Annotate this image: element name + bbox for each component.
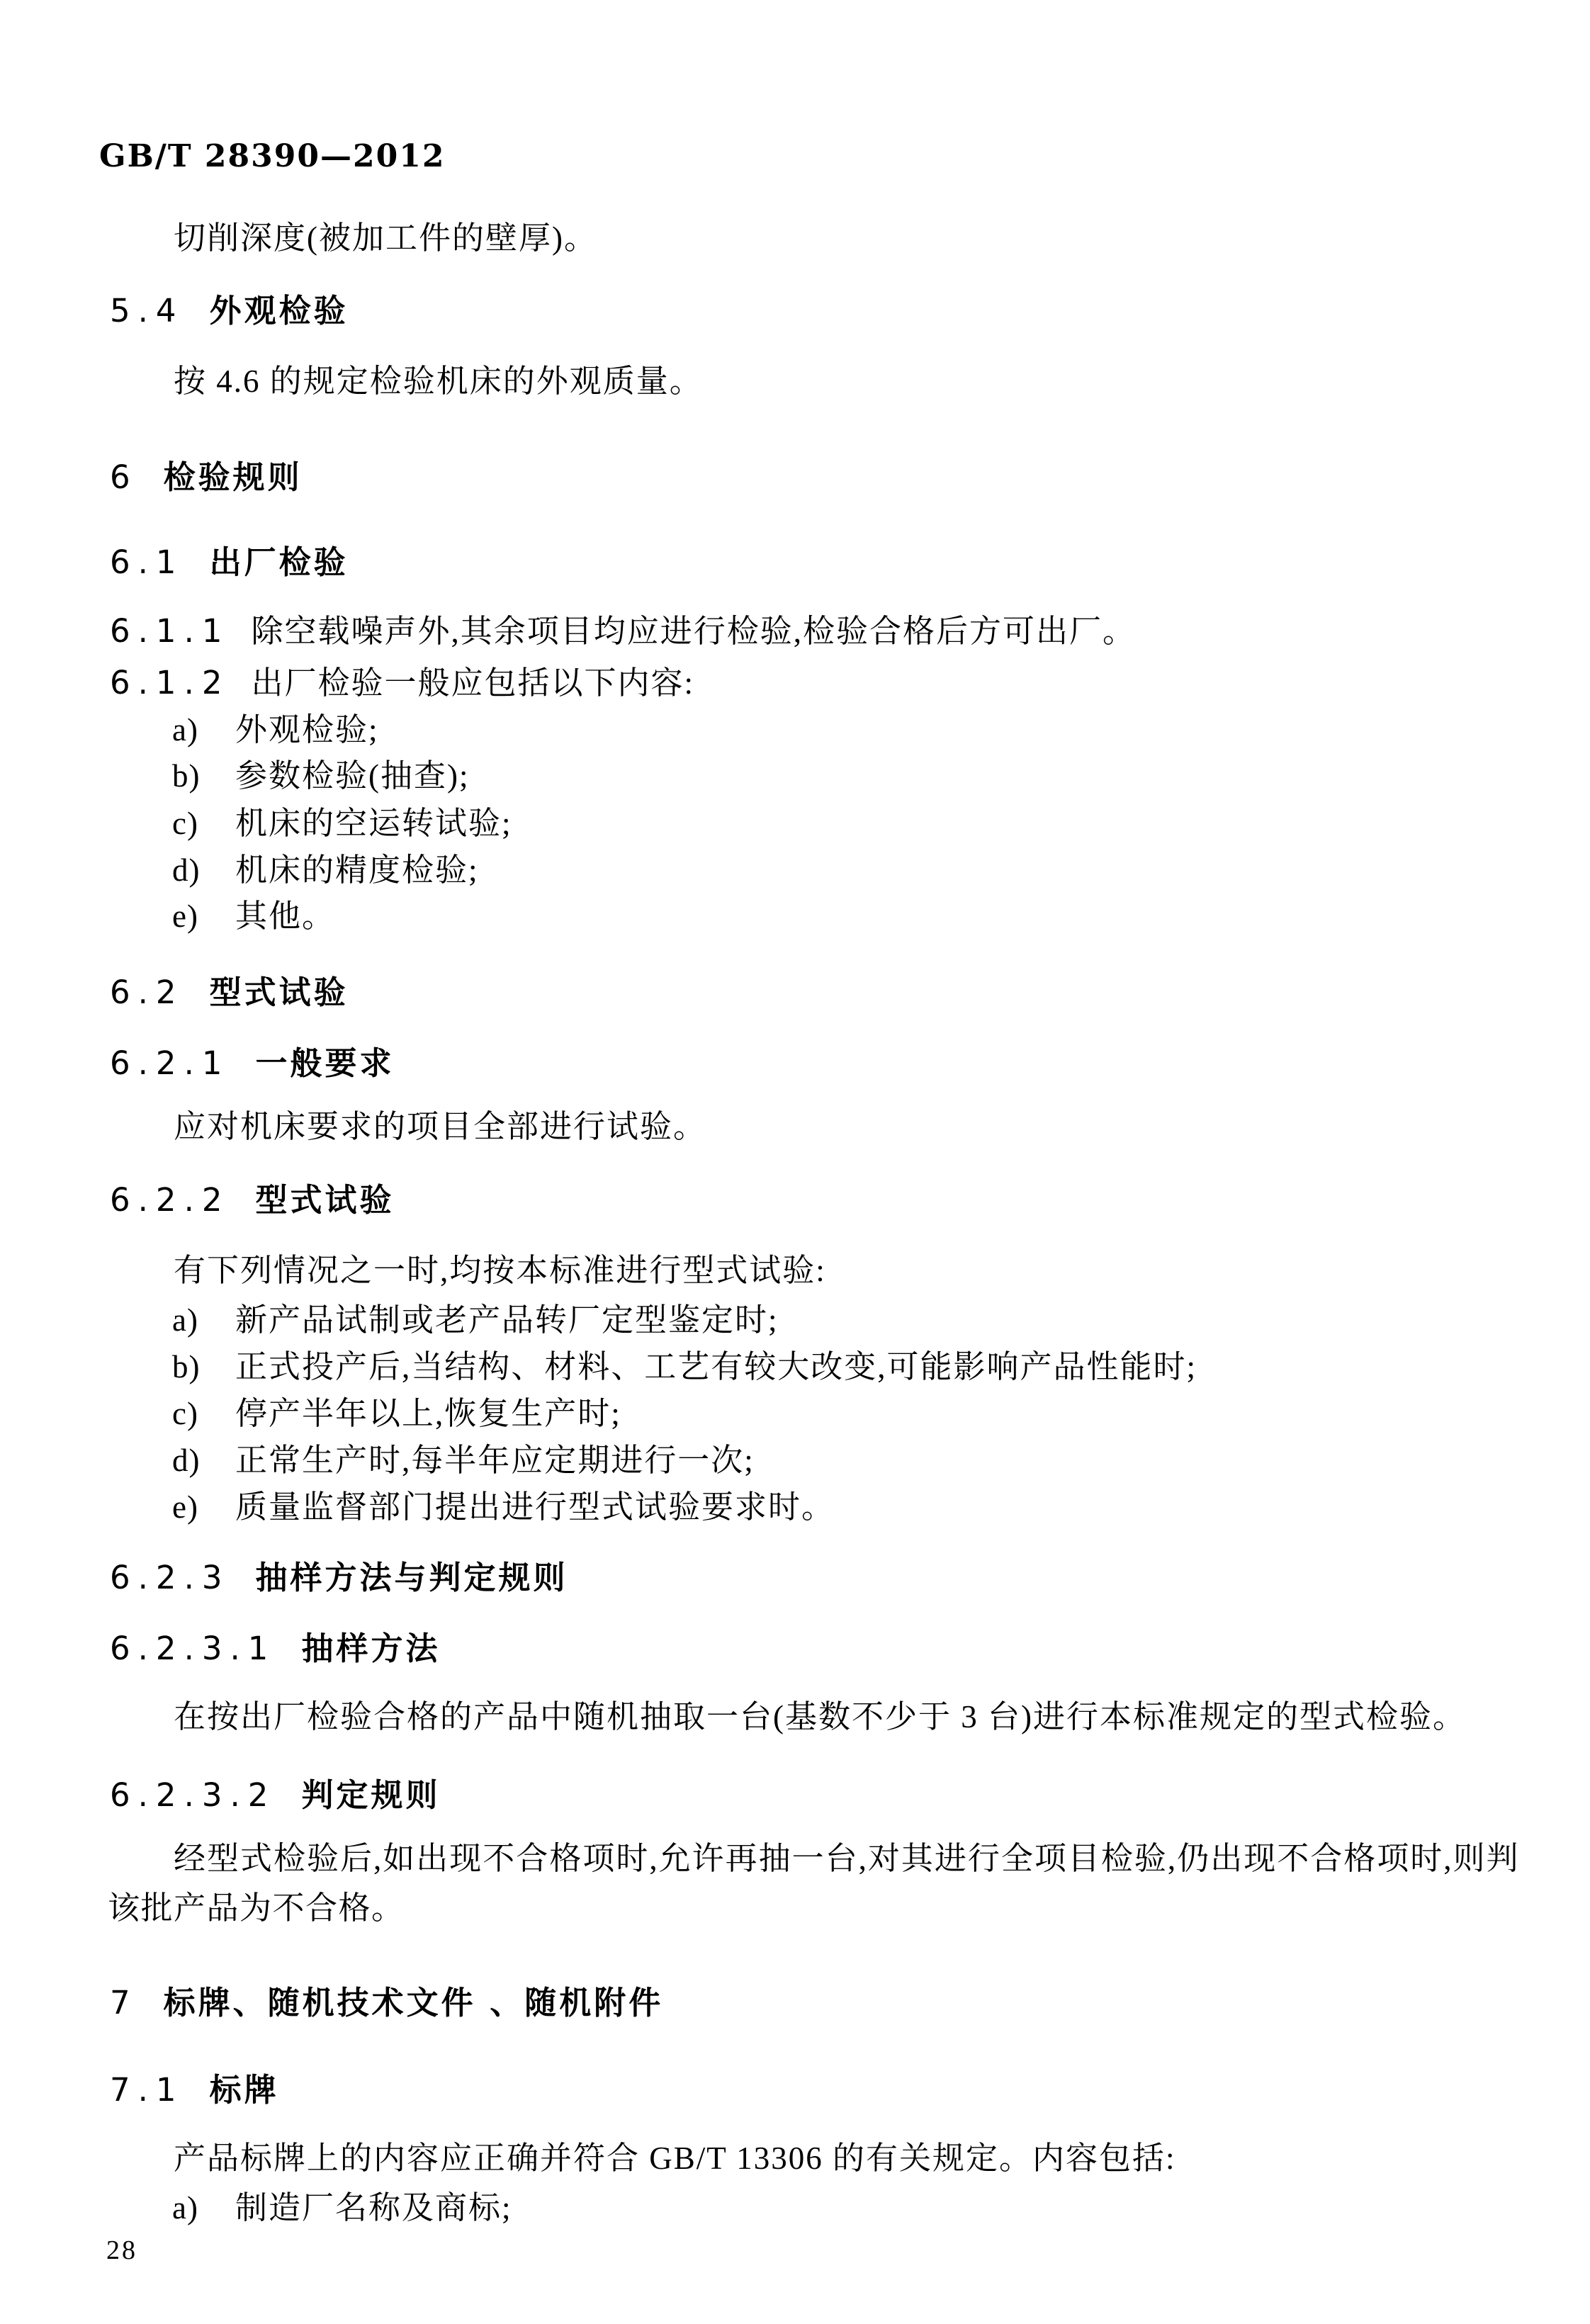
heading-6-2 xyxy=(110,974,349,1011)
clause-title: 型式试验 xyxy=(255,1181,395,1219)
list-marker: a) xyxy=(172,1302,198,1338)
clause-title: 判定规则 xyxy=(301,1776,441,1814)
list-text: 外观检验; xyxy=(235,712,379,748)
list-item-c xyxy=(172,1396,621,1433)
clause-number: 6.2 xyxy=(110,974,184,1011)
clause-number: 6.2.3.2 xyxy=(110,1776,276,1814)
heading-6-2-1 xyxy=(110,1045,395,1082)
list-marker: e) xyxy=(172,898,198,934)
clause-number: 6.1.2 xyxy=(110,664,230,701)
list-item-d xyxy=(172,1443,755,1479)
list-item-b xyxy=(172,1349,1197,1386)
list-marker: d) xyxy=(172,1443,201,1478)
heading-7-1 xyxy=(110,2072,279,2109)
paragraph-6-2-3-2: 经型式检验后,如出现不合格项时,允许再抽一台,对其进行全项目检验,仍出现不合格项时,则判该批产品为不合格。 xyxy=(108,1841,1519,1926)
clause-title: 标牌 xyxy=(209,2071,279,2109)
list-text: 制造厂名称及商标; xyxy=(235,2190,512,2226)
list-marker: e) xyxy=(172,1489,198,1525)
clause-title: 出厂检验 xyxy=(209,543,349,581)
heading-6-2-2 xyxy=(110,1182,395,1219)
heading-6-1 xyxy=(110,544,349,581)
clause-number: 6.2.1 xyxy=(110,1044,230,1082)
list-item-d xyxy=(172,852,479,889)
list-marker: c) xyxy=(172,1396,198,1431)
heading-6-2-3-2 xyxy=(110,1777,440,1814)
page-number: 28 xyxy=(106,2235,137,2265)
paragraph-text: 出厂检验一般应包括以下内容: xyxy=(251,665,695,701)
list-text: 机床的空运转试验; xyxy=(235,806,512,841)
clause-title: 标牌、随机技术文件 、随机附件 xyxy=(163,1984,664,2021)
clause-title: 外观检验 xyxy=(209,292,349,329)
clause-number: 6 xyxy=(110,458,138,496)
heading-5-4 xyxy=(110,293,349,329)
list-item-c xyxy=(172,806,512,842)
paragraph-5-4: 按 4.6 的规定检验机床的外观质量。 xyxy=(174,363,703,399)
heading-7 xyxy=(110,1985,663,2021)
list-text: 停产半年以上,恢复生产时; xyxy=(235,1396,621,1431)
paragraph-6-2-1: 应对机床要求的项目全部进行试验。 xyxy=(174,1109,707,1144)
list-text: 正式投产后,当结构、材料、工艺有较大改变,可能影响产品性能时; xyxy=(235,1349,1197,1384)
paragraph-7-1: 产品标牌上的内容应正确并符合 GB/T 13306 的有关规定。内容包括: xyxy=(174,2140,1176,2176)
clause-number: 6.1.1 xyxy=(110,612,230,650)
list-marker: a) xyxy=(172,2190,198,2226)
list-item-b xyxy=(172,758,469,795)
clause-title: 抽样方法 xyxy=(301,1630,441,1667)
clause-number: 6.1 xyxy=(110,543,184,581)
list-item-a xyxy=(172,2190,512,2227)
list-item-a xyxy=(172,1302,779,1339)
list-item-e xyxy=(172,1489,835,1526)
list-marker: b) xyxy=(172,1349,201,1384)
clause-number: 7.1 xyxy=(110,2071,184,2109)
list-item-e xyxy=(172,898,335,935)
paragraph-6-1-1 xyxy=(110,613,1136,650)
clause-title: 抽样方法与判定规则 xyxy=(255,1559,568,1596)
running-header-standard-code: GB/T 28390—2012 xyxy=(99,138,446,174)
clause-title: 型式试验 xyxy=(209,974,349,1011)
list-item-a xyxy=(172,712,379,749)
clause-number: 6.2.3 xyxy=(110,1559,230,1596)
paragraph-6-2-2: 有下列情况之一时,均按本标准进行型式试验: xyxy=(174,1253,826,1288)
list-text: 新产品试制或老产品转厂定型鉴定时; xyxy=(235,1302,779,1338)
list-marker: d) xyxy=(172,852,201,888)
heading-6 xyxy=(110,459,303,496)
list-text: 其他。 xyxy=(235,898,336,934)
list-text: 正常生产时,每半年应定期进行一次; xyxy=(235,1443,755,1478)
clause-number: 5.4 xyxy=(110,292,184,329)
paragraph-6-1-2 xyxy=(110,665,694,702)
clause-number: 6.2.2 xyxy=(110,1181,230,1219)
list-text: 参数检验(抽查); xyxy=(235,758,470,794)
paragraph-cutting-depth: 切削深度(被加工件的壁厚)。 xyxy=(174,220,597,256)
clause-title: 检验规则 xyxy=(163,458,303,496)
list-marker: c) xyxy=(172,806,198,841)
clause-number: 6.2.3.1 xyxy=(110,1630,276,1667)
paragraph-text: 除空载噪声外,其余项目均应进行检验,检验合格后方可出厂。 xyxy=(251,614,1137,649)
clause-number: 7 xyxy=(110,1984,138,2021)
list-marker: a) xyxy=(172,712,198,748)
list-text: 质量监督部门提出进行型式试验要求时。 xyxy=(235,1489,835,1525)
heading-6-2-3-1 xyxy=(110,1630,440,1667)
list-marker: b) xyxy=(172,758,201,794)
heading-6-2-3 xyxy=(110,1559,568,1596)
list-text: 机床的精度检验; xyxy=(235,852,479,888)
clause-title: 一般要求 xyxy=(255,1044,395,1082)
paragraph-6-2-3-1: 在按出厂检验合格的产品中随机抽取一台(基数不少于 3 台)进行本标准规定的型式检验。 xyxy=(174,1699,1466,1734)
